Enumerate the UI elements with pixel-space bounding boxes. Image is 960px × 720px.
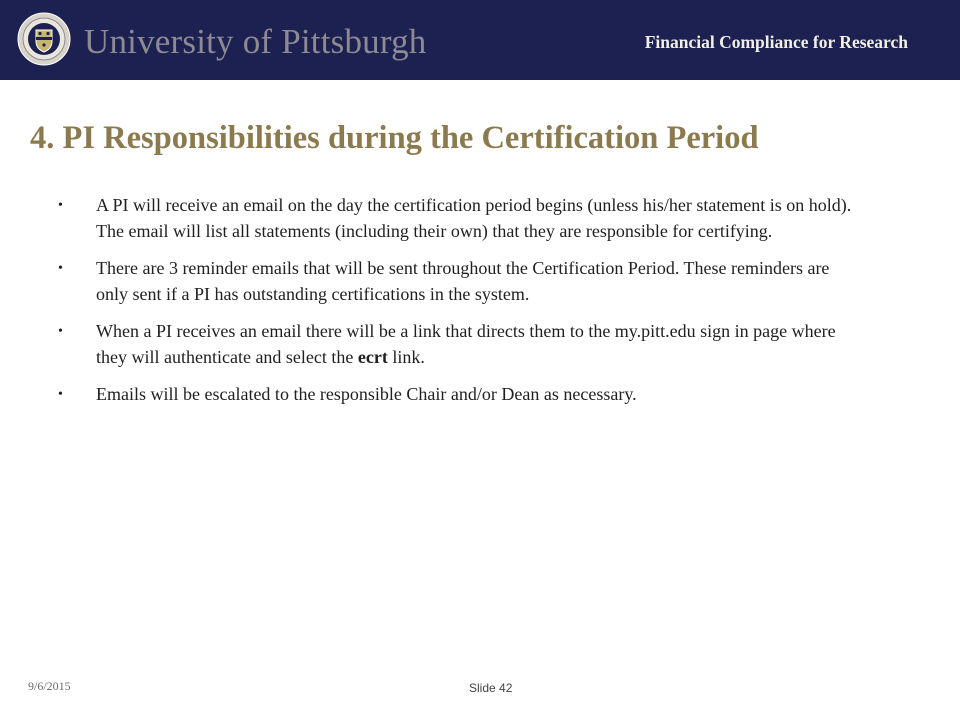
ecrt-keyword: ecrt [357, 346, 388, 367]
university-wordmark: University of Pittsburgh [84, 22, 427, 61]
university-seal-icon [17, 12, 71, 66]
header-bar [0, 0, 960, 80]
bullet-icon: • [58, 261, 63, 276]
slide-number: Slide 42 [469, 681, 513, 695]
header-subtitle: Financial Compliance for Research [644, 32, 908, 52]
bullet-item [56, 193, 856, 244]
bullet-text: Emails will be escalated to the responsible Chair and/or Dean as necessary. [96, 384, 637, 404]
bullet-icon: • [58, 387, 63, 402]
bullet-icon: • [58, 198, 63, 213]
bullet-item [56, 256, 856, 307]
bullet-item [56, 319, 856, 370]
bullet-text-after: link. [387, 346, 425, 367]
bullet-icon: • [58, 324, 63, 339]
slide-title: 4. PI Responsibilities during the Certification Period [30, 120, 759, 156]
bullet-text-before: When a PI receives an email there will be a link that directs them to the my.pitt.edu sign in page where they will authenticate and select the [96, 321, 836, 367]
footer-date: 9/6/2015 [28, 679, 71, 693]
bullet-list [56, 193, 856, 420]
bullet-text: There are 3 reminder emails that will be sent throughout the Certification Period. These reminders are only sent if a PI has outstanding certifications in the system. [96, 258, 830, 304]
bullet-item [56, 382, 856, 408]
bullet-text: A PI will receive an email on the day the certification period begins (unless his/her statement is on hold). The email will list all statements (including their own) that they are responsible for certifying. [96, 195, 852, 241]
bullet-text [96, 321, 836, 367]
